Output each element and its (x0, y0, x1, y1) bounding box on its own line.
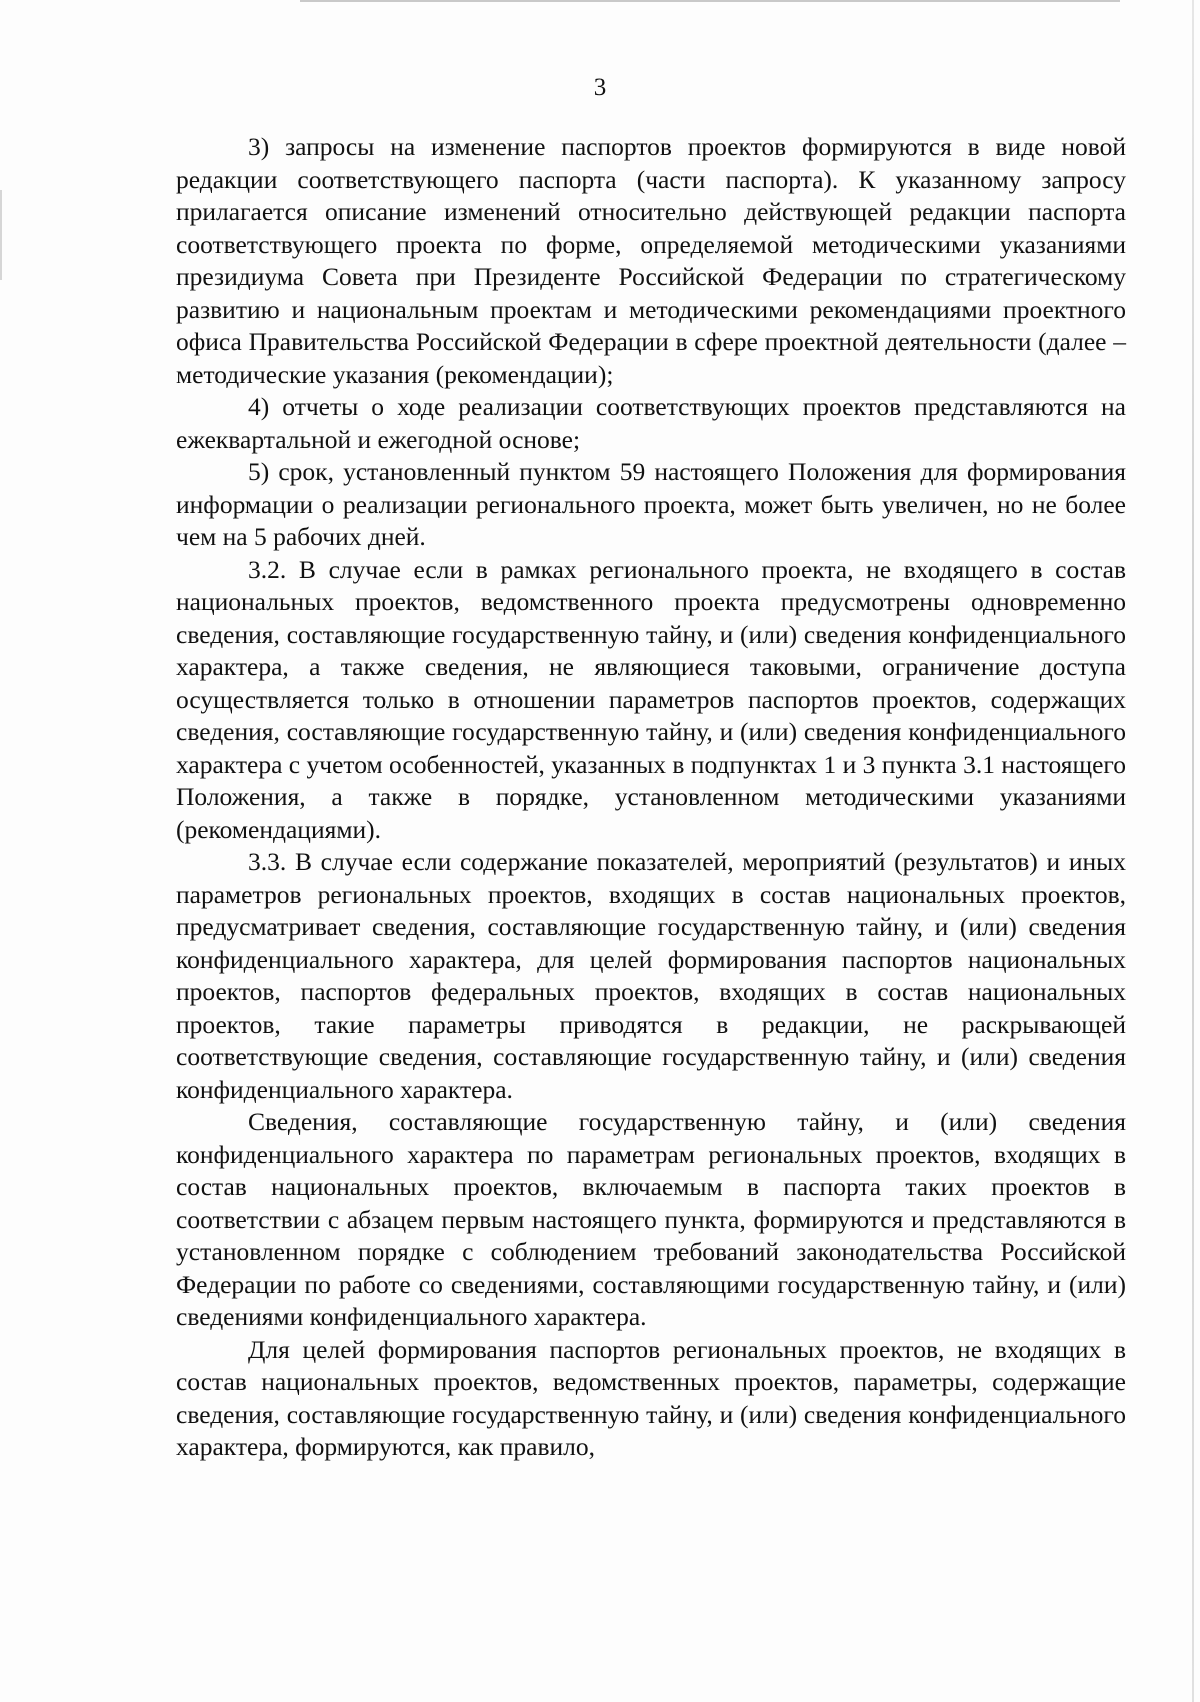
page-number: 3 (593, 74, 607, 101)
paragraph-item-4: 4) отчеты о ходе реализации соответствующих проектов представляются на ежеквартальной и ежегодной основе; (176, 392, 1126, 454)
paragraph-section-3-2: 3.2. В случае если в рамках регионального проекта, не входящего в состав национальных проектов, ведомственного проекта предусмотрены одновременно сведения, составляющие государственную тайну, и (или) сведения конфиденциального характера, а также сведения, не являющиеся таковыми, ограничение доступа осуществляется только в отношении параметров паспортов проектов, содержащих сведения, составляющие государственную тайну, и (или) сведения конфиденциального характера с учетом особенностей, указанных в подпунктах 1 и 3 пункта 3.1 настоящего Положения, а также в порядке, установленном методическими указаниями (рекомендациями). (176, 554, 1126, 844)
paragraph-state-secret-info: Сведения, составляющие государственную тайну, и (или) сведения конфиденциального характера по параметрам региональных проектов, входящих в состав национальных проектов, включаемым в паспорта таких проектов в соответствии с абзацем первым настоящего пункта, формируются и представляются в установленном порядке с соблюдением требований законодательства Российской Федерации по работе со сведениями, составляющими государственную тайну, и (или) сведениями конфиденциального характера. (176, 1107, 1126, 1331)
paragraph-regional-passports: Для целей формирования паспортов региональных проектов, не входящих в состав национальных проектов, ведомственных проектов, параметры, содержащие сведения, составляющие государственную тайну, и (или) сведения конфиденциального характера, формируются, как правило, (176, 1334, 1126, 1461)
document-body (176, 131, 1126, 1464)
paragraph-item-3: 3) запросы на изменение паспортов проектов формируются в виде новой редакции соответствующего паспорта (части паспорта). К указанному запросу прилагается описание изменений относительно действующей редакции паспорта соответствующего проекта по форме, определяемой методическими указаниями президиума Совета при Президенте Российской Федерации по стратегическому развитию и национальным проектам и методическими рекомендациями проектного офиса Правительства Российской Федерации в сфере проектной деятельности (далее – методические указания (рекомендации); (176, 132, 1126, 389)
scan-edge-right (1192, 0, 1194, 1702)
paragraph-item-5: 5) срок, установленный пунктом 59 настоящего Положения для формирования информации о реализации регионального проекта, может быть увеличен, но не более чем на 5 рабочих дней. (176, 457, 1126, 551)
scan-edge-top (300, 0, 1120, 2)
scan-edge-left (0, 190, 2, 280)
paragraph-section-3-3: 3.3. В случае если содержание показателей, мероприятий (результатов) и иных параметров региональных проектов, входящих в состав национальных проектов, предусматривает сведения, составляющие государственную тайну, и (или) сведения конфиденциального характера, для целей формирования паспортов национальных проектов, паспортов федеральных проектов, входящих в состав национальных проектов, такие параметры приводятся в редакции, не раскрывающей соответствующие сведения, составляющие государственную тайну, и (или) сведения конфиденциального характера. (176, 847, 1126, 1104)
